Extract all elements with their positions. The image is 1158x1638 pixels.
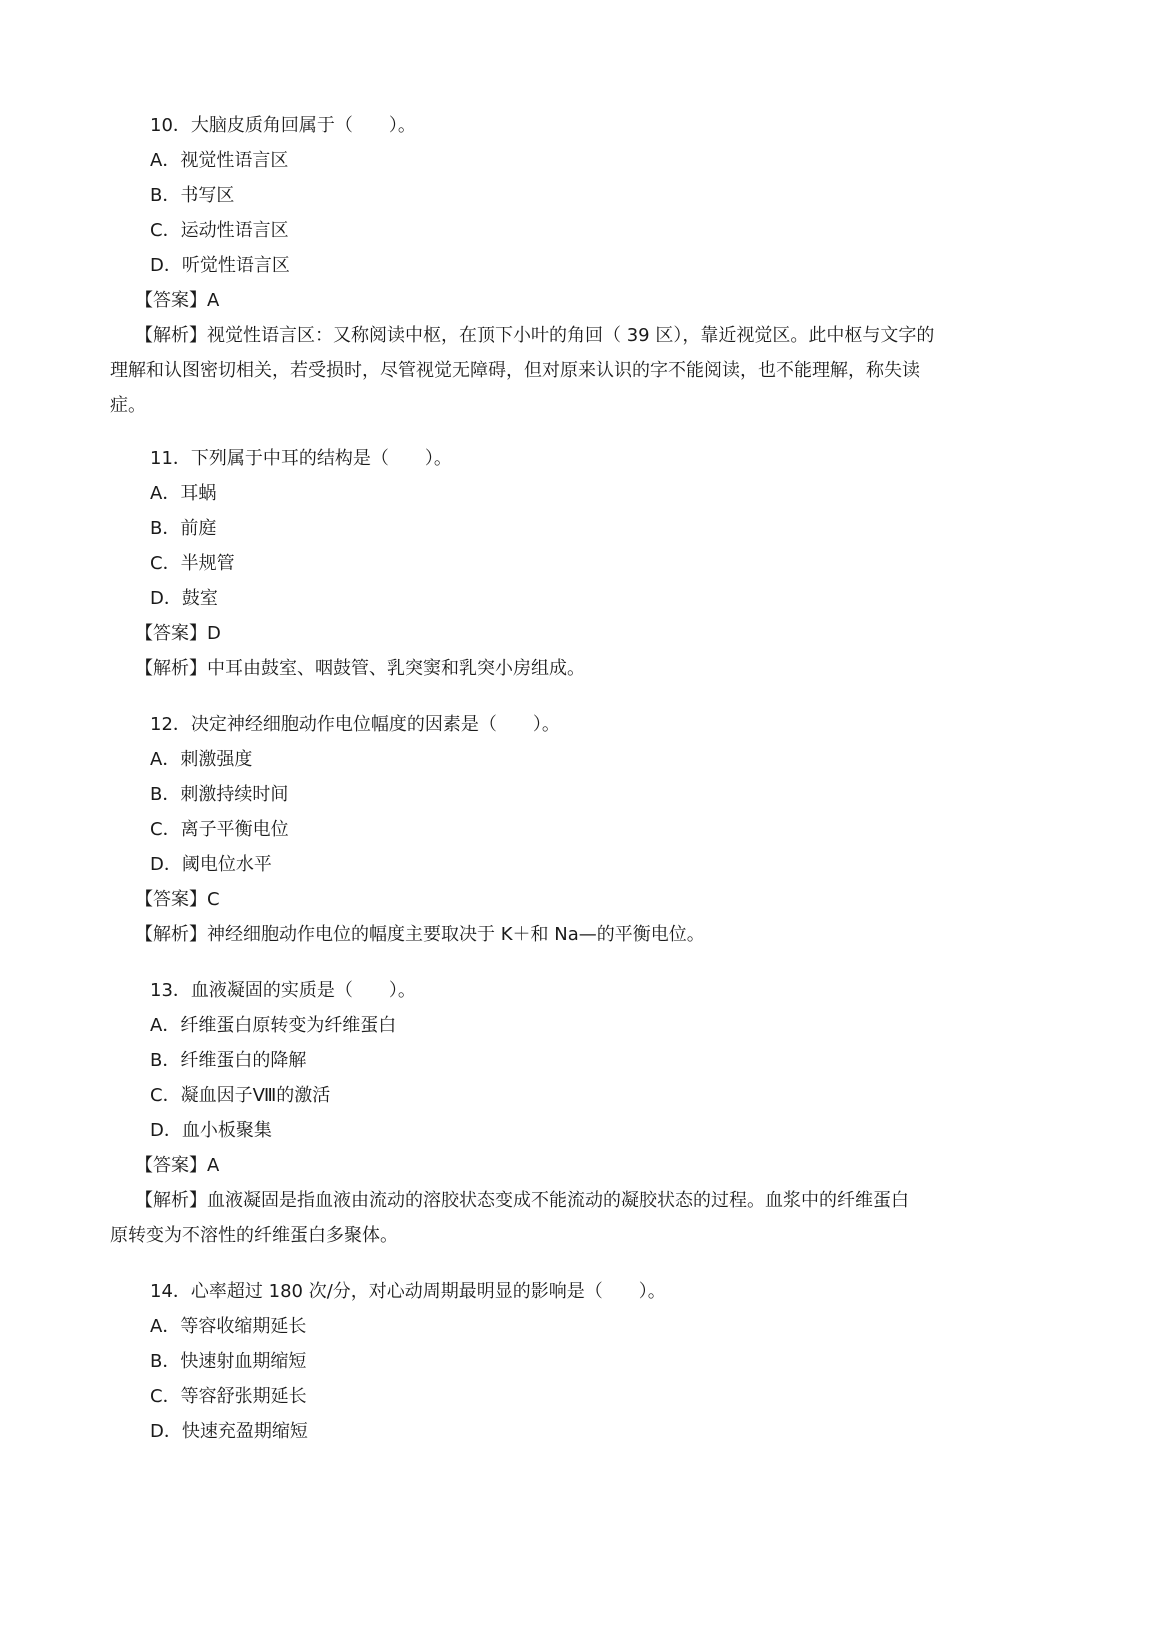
option-d: D．血小板聚集 [150,1120,272,1141]
answer-value: C [207,889,220,910]
option-a: A．耳蜗 [150,483,217,504]
question-14 [111,1274,1021,1449]
answer-label: 【答案】 [135,290,207,311]
question-10 [111,108,1021,423]
analysis-line-2: 理解和认图密切相关，若受损时，尽管视觉无障碍，但对原来认识的字不能阅读，也不能理解，称失读 [110,360,920,381]
analysis-text: 神经细胞动作电位的幅度主要取决于 K＋和 Na—的平衡电位。 [207,924,705,945]
option-b: B．书写区 [150,185,235,206]
question-12 [111,707,1021,952]
analysis-line-1 [111,651,1021,686]
question-stem: 10．大脑皮质角回属于（ ）。 [150,115,416,136]
option-b: B．前庭 [150,518,217,539]
option-b: B．纤维蛋白的降解 [150,1050,307,1071]
answer-line [111,1148,1021,1183]
analysis-text: 视觉性语言区：又称阅读中枢，在顶下小叶的角回（ 39 区），靠近视觉区。此中枢与文字的 [207,325,935,346]
answer-value: A [207,290,220,311]
answer-line [111,616,1021,651]
answer-line [111,283,1021,318]
answer-label: 【答案】 [135,889,207,910]
question-stem: 12．决定神经细胞动作电位幅度的因素是（ ）。 [150,714,560,735]
option-d: D．快速充盈期缩短 [150,1421,308,1442]
option-c: C．运动性语言区 [150,220,289,241]
analysis-text: 中耳由鼓室、咽鼓管、乳突窦和乳突小房组成。 [207,658,585,679]
option-a: A．刺激强度 [150,749,253,770]
analysis-text: 血液凝固是指血液由流动的溶胶状态变成不能流动的凝胶状态的过程。血浆中的纤维蛋白 [207,1190,909,1211]
analysis-line-1 [111,1183,1021,1218]
analysis-line-1 [111,917,1021,952]
option-b: B．刺激持续时间 [150,784,289,805]
analysis-label: 【解析】 [135,924,207,945]
question-stem: 14．心率超过 180 次/分，对心动周期最明显的影响是（ ）。 [150,1281,666,1302]
question-stem: 13．血液凝固的实质是（ ）。 [150,980,416,1001]
option-a: A．纤维蛋白原转变为纤维蛋白 [150,1015,397,1036]
option-d: D．阈电位水平 [150,854,272,875]
option-b: B．快速射血期缩短 [150,1351,307,1372]
analysis-line-3: 症。 [110,395,146,416]
option-d: D．鼓室 [150,588,218,609]
question-11 [111,441,1021,686]
answer-value: A [207,1155,220,1176]
option-a: A．视觉性语言区 [150,150,289,171]
option-d: D．听觉性语言区 [150,255,290,276]
option-c: C．半规管 [150,553,235,574]
analysis-label: 【解析】 [135,325,207,346]
analysis-line-1 [111,318,1021,353]
analysis-line-2: 原转变为不溶性的纤维蛋白多聚体。 [110,1225,398,1246]
answer-line [111,882,1021,917]
answer-label: 【答案】 [135,623,207,644]
option-c: C．等容舒张期延长 [150,1386,307,1407]
answer-label: 【答案】 [135,1155,207,1176]
option-c: C．凝血因子Ⅷ的激活 [150,1085,331,1106]
question-13 [111,973,1021,1253]
analysis-label: 【解析】 [135,1190,207,1211]
answer-value: D [207,623,221,644]
option-a: A．等容收缩期延长 [150,1316,307,1337]
question-stem: 11．下列属于中耳的结构是（ ）。 [150,448,452,469]
option-c: C．离子平衡电位 [150,819,289,840]
analysis-label: 【解析】 [135,658,207,679]
